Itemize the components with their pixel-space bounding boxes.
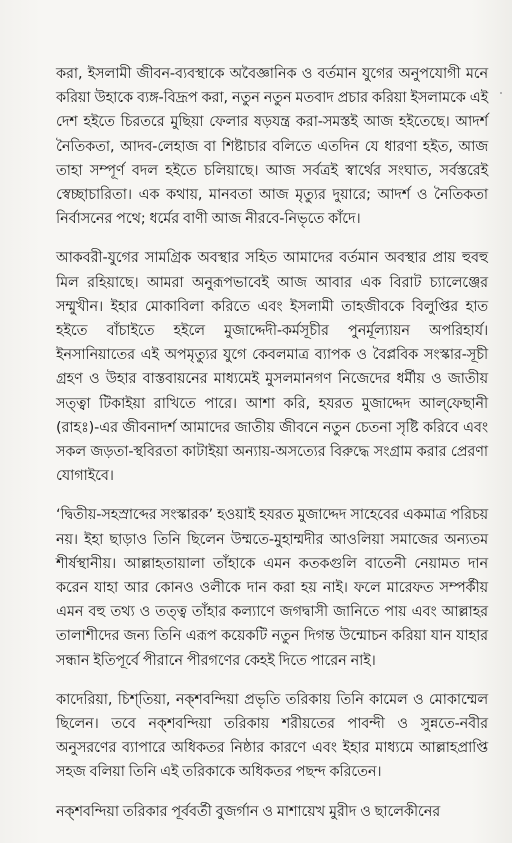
page-speck: [500, 92, 502, 94]
paragraph-2: আকবরী-যুগের সামগ্রিক অবস্থার সহিত আমাদের বর্তমান অবস্থার প্রায় হুবহু মিল রহিয়াছে। আমরা অনুরূপভাবেই আজ আবার এক বিরাট চ্যালেঞ্জের সম্মুখীন। ইহার মোকাবিলা করিতে এবং ইসলামী তাহজীবকে বিলুপ্তির হাত হইতে বাঁচাইতে হইলে মুজাদ্দেদী-কর্মসূচীর পুনর্মূল্যায়ন অপরিহার্য। ইনসানিয়াতের এই অপমৃত্যুর যুগে কেবলমাত্র ব্যাপক ও বৈপ্লবিক সংস্কার-সূচী গ্রহণ ও উহার বাস্তবায়নের মাধ্যমেই মুসলমানগণ নিজেদের ধর্মীয় ও জাতীয় সত্ত্বা টিকাইয়া রাখিতে পারে। আশা করি, হযরত মুজাদ্দেদ আল্‌ফেছানী (রাহঃ)-এর জীবনাদর্শ আমাদের জাতীয় জীবনে নতুন চেতনা সৃষ্টি করিবে এবং সকল জড়তা-স্থবিরতা কাটাইয়া অন্যায়-অসত্যের বিরুদ্ধে সংগ্রাম করার প্রেরণা যোগাইবে।: [56, 250, 488, 485]
paragraph-1: করা, ইসলামী জীবন-ব্যবস্থাকে অবৈজ্ঞানিক ও বর্তমান যুগের অনুপযোগী মনে করিয়া উহাকে ব্যঙ্গ-বিদ্রূপ করা, নতুন নতুন মতবাদ প্রচার করিয়া ইসলামকে এই দেশ হইতে চিরতরে মুছিয়া ফেলার ষড়যন্ত্র করা-সমস্তই আজ হইতেছে। আদর্শ নৈতিকতা, আদব-লেহাজ বা শিষ্টাচার বলিতে এতদিন যে ধারণা হইত, আজ তাহা সম্পূর্ণ বদল হইতে চলিয়াছে। আজ সর্বত্রই স্বার্থের সংঘাত, সর্বস্তরেই স্বেচ্ছাচারিতা। এক কথায়, মানবতা আজ মৃত্যুর দুয়ারে; আদর্শ ও নৈতিকতা নির্বাসনের পথে; ধর্মের বাণী আজ নীরবে-নিভৃতে কাঁদে।: [56, 66, 488, 228]
paragraph-3: ‘দ্বিতীয়-সহস্রাব্দের সংস্কারক’ হওয়াই হযরত মুজাদ্দেদ সাহেবের একমাত্র পরিচয় নয়। ইহা ছাড়াও তিনি ছিলেন উম্মতে-মুহাম্মদীর আওলিয়া সমাজের অন্যতম শীর্ষস্থানীয়। আল্লাহতায়ালা তাঁহাকে এমন কতকগুলি বাতেনী নেয়ামত দান করেন যাহা আর কোনও ওলীকে দান করা হয় নাই। ফলে মারেফত সম্পর্কীয় এমন বহু তথ্য ও তত্ত্ব তাঁহার কল্যাণে জগদ্বাসী জানিতে পায় এবং আল্লাহর তালাশীদের জন্য তিনি এরূপ কয়েকটি নতুন দিগন্ত উন্মোচন করিয়া যান যাহার সন্ধান ইতিপূর্বে পীরানে পীরগণের কেহই দিতে পারেন নাই।: [56, 507, 488, 669]
paragraph-4: কাদেরিয়া, চিশ্‌তিয়া, নক্‌শবন্দিয়া প্রভৃতি তরিকায় তিনি কামেল ও মোকাম্মেল ছিলেন। তবে নক্‌শবন্দিয়া তরিকায় শরীয়তের পাবন্দী ও সুন্নতে-নবীর অনুসরণের ব্যাপারে অধিকতর নিষ্ঠার কারণে এবং ইহার মাধ্যমে আল্লাহপ্রাপ্তি সহজ বলিয়া তিনি এই তরিকাকে অধিকতর পছন্দ করিতেন।: [56, 691, 488, 781]
paragraph-5: নক্‌শবন্দিয়া তরিকার পূর্ববর্তী বুজর্গান ও মাশায়েখ মুরীদ ও ছালেকীনের: [56, 803, 441, 820]
